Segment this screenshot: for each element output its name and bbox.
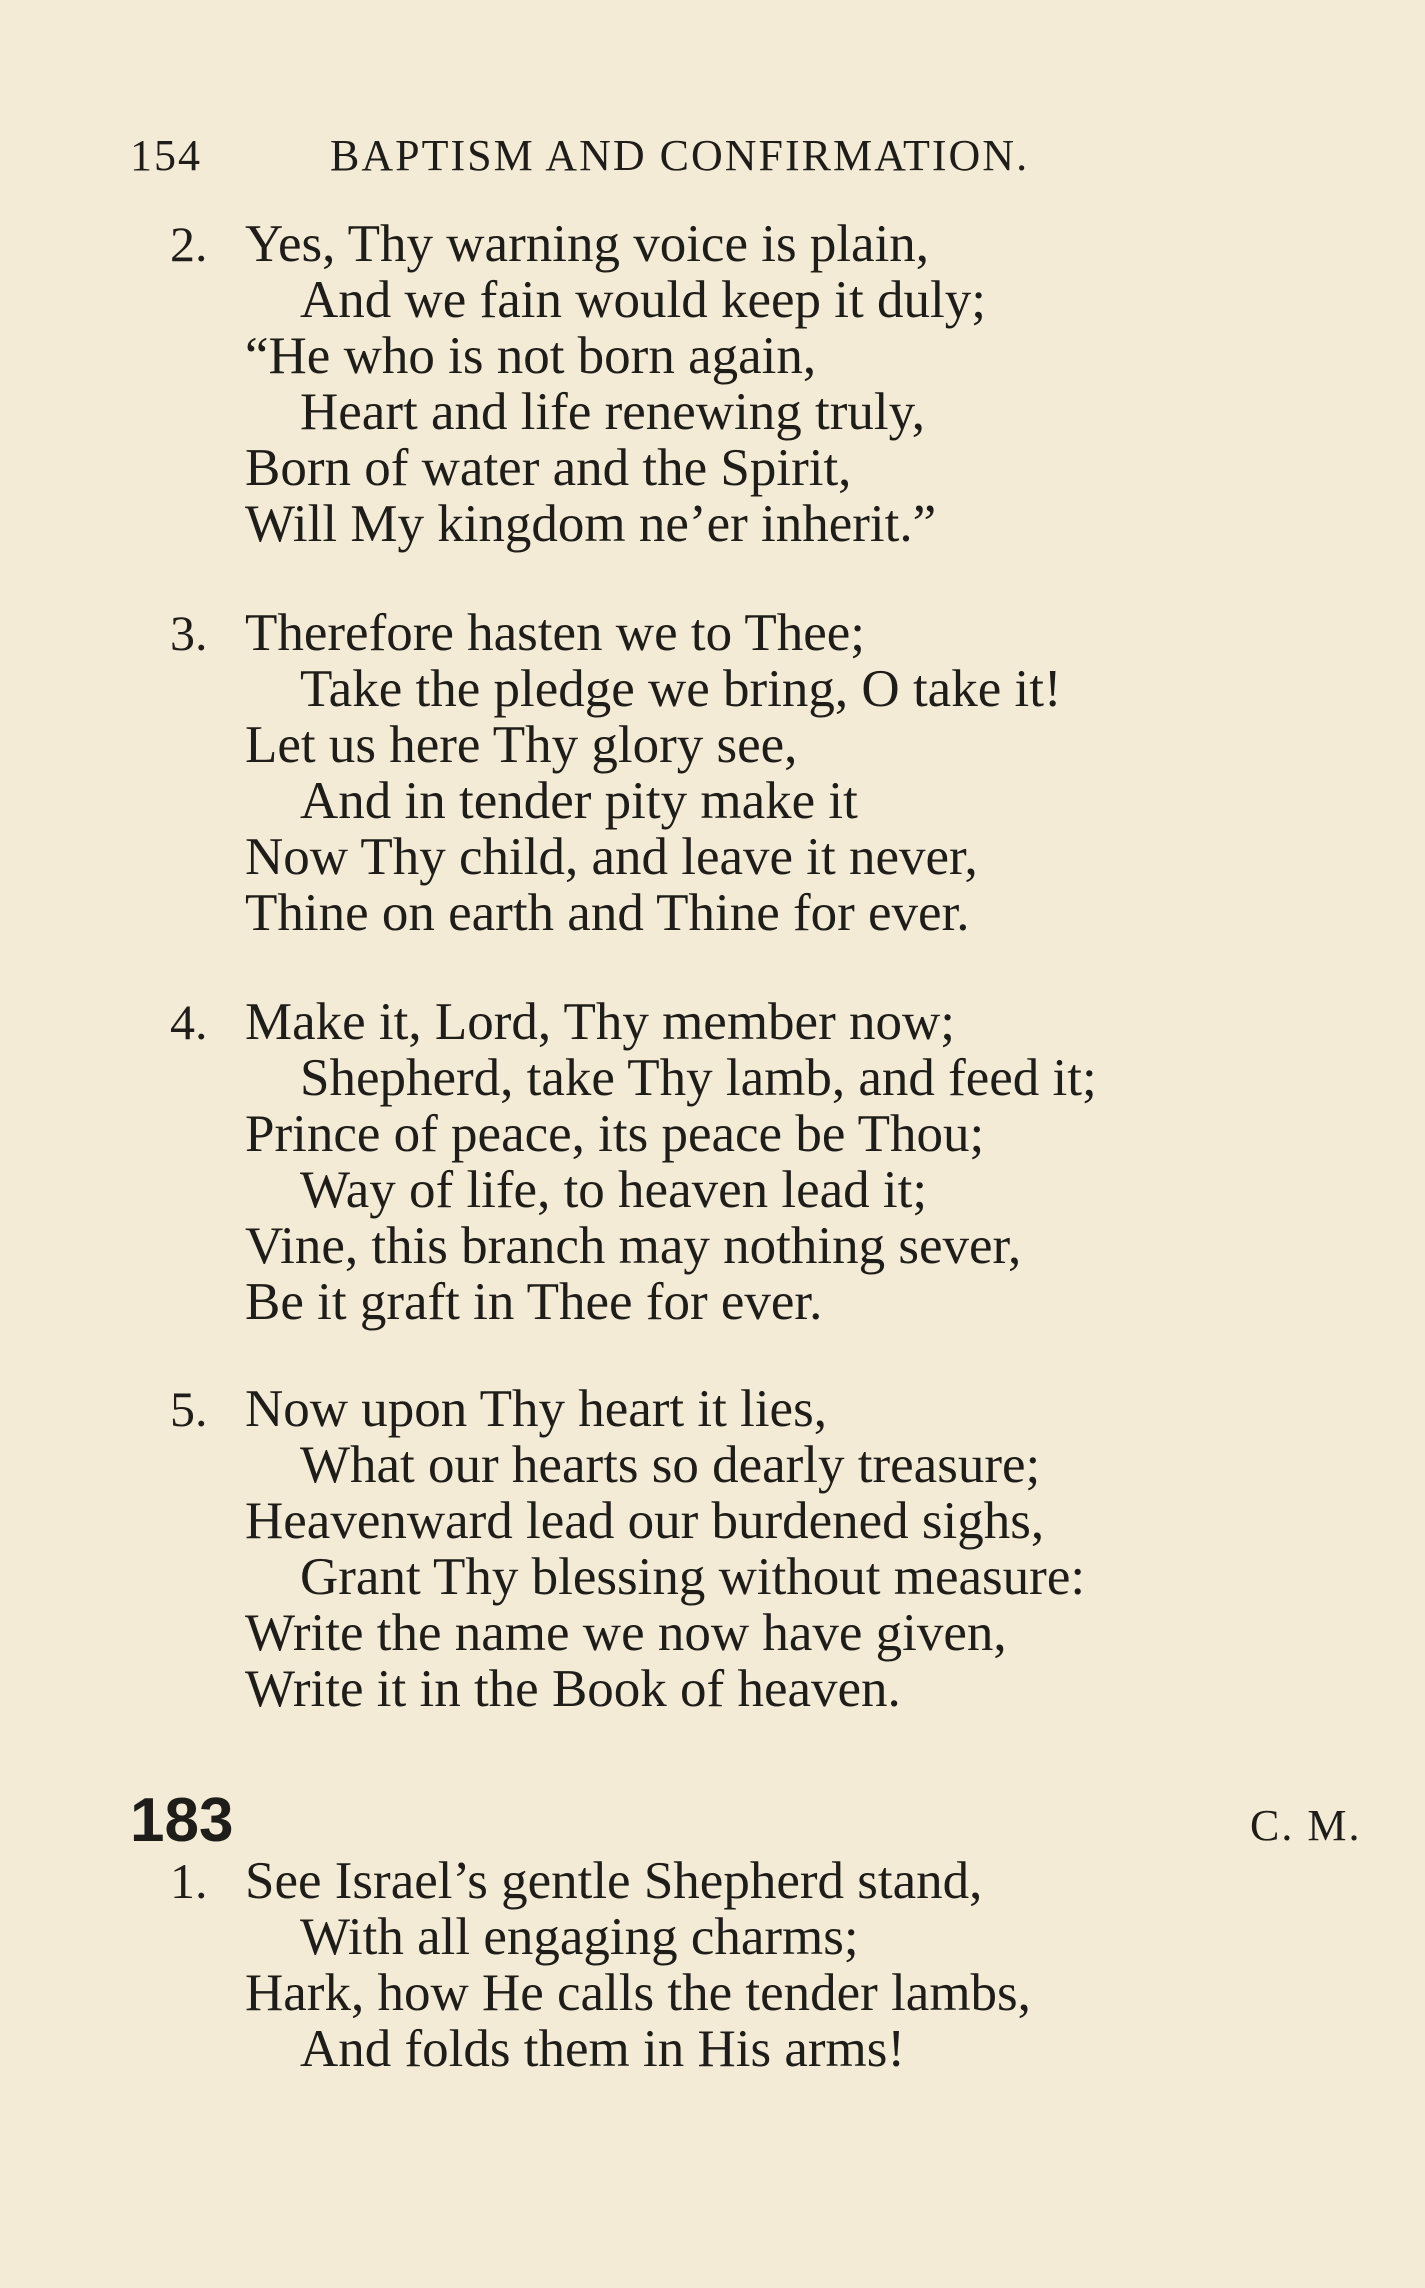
- verse-line: Heavenward lead our burdened sighs,: [245, 1492, 1045, 1550]
- verse-line: Take the pledge we bring, O take it!: [300, 660, 1062, 718]
- verse-line: Now upon Thy heart it lies,: [245, 1380, 827, 1438]
- verse-line: Grant Thy blessing without measure:: [300, 1548, 1086, 1606]
- verse-line: Be it graft in Thee for ever.: [245, 1273, 823, 1331]
- verse-line: Now Thy child, and leave it never,: [245, 828, 978, 886]
- verse-line: Prince of peace, its peace be Thou;: [245, 1105, 985, 1163]
- verse-line: Make it, Lord, Thy member now;: [245, 993, 955, 1051]
- stanza-lines: [245, 216, 986, 552]
- verse-line: Therefore hasten we to Thee;: [245, 604, 866, 662]
- verse-line: With all engaging charms;: [300, 1908, 859, 1966]
- verse-line: Write the name we now have given,: [245, 1604, 1007, 1662]
- stanza-lines: [245, 994, 1097, 1330]
- verse-line: Write it in the Book of heaven.: [245, 1660, 901, 1718]
- verse-line: See Israel’s gentle Shepherd stand,: [245, 1852, 983, 1910]
- running-head: [130, 130, 1180, 190]
- verse-line: Hark, how He calls the tender lambs,: [245, 1964, 1031, 2022]
- stanza-number: 5.: [170, 1381, 208, 1437]
- stanza-lines: [245, 1381, 1085, 1717]
- verse-line: And we fain would keep it duly;: [300, 271, 986, 329]
- verse-line: And folds them in His arms!: [300, 2020, 906, 2078]
- hymn-meter: C. M.: [1250, 1801, 1362, 1850]
- verse-line: Way of life, to heaven lead it;: [300, 1161, 928, 1219]
- section-title: BAPTISM AND CONFIRMATION.: [330, 131, 1030, 180]
- stanza-number: 1.: [170, 1853, 208, 1909]
- verse-line: Vine, this branch may nothing sever,: [245, 1217, 1022, 1275]
- verse-line: Shepherd, take Thy lamb, and feed it;: [300, 1049, 1097, 1107]
- verse-line: Born of water and the Spirit,: [245, 439, 852, 497]
- verse-line: Yes, Thy warning voice is plain,: [245, 215, 930, 273]
- verse-line: What our hearts so dearly treasure;: [300, 1436, 1041, 1494]
- page-number: 154: [130, 131, 202, 180]
- verse-line: Thine on earth and Thine for ever.: [245, 884, 970, 942]
- verse-line: Let us here Thy glory see,: [245, 716, 798, 774]
- verse-line: And in tender pity make it: [300, 772, 858, 830]
- stanza-number: 3.: [170, 605, 208, 661]
- verse-line: Heart and life renewing truly,: [300, 383, 925, 441]
- stanza-number: 2.: [170, 216, 208, 272]
- stanza-lines: [245, 605, 1062, 941]
- hymn-number: 183: [130, 1786, 234, 1855]
- stanza-lines: [245, 1853, 1031, 2077]
- stanza-number: 4.: [170, 994, 208, 1050]
- verse-line: “He who is not born again,: [245, 327, 817, 385]
- verse-line: Will My kingdom ne’er inherit.”: [245, 495, 937, 553]
